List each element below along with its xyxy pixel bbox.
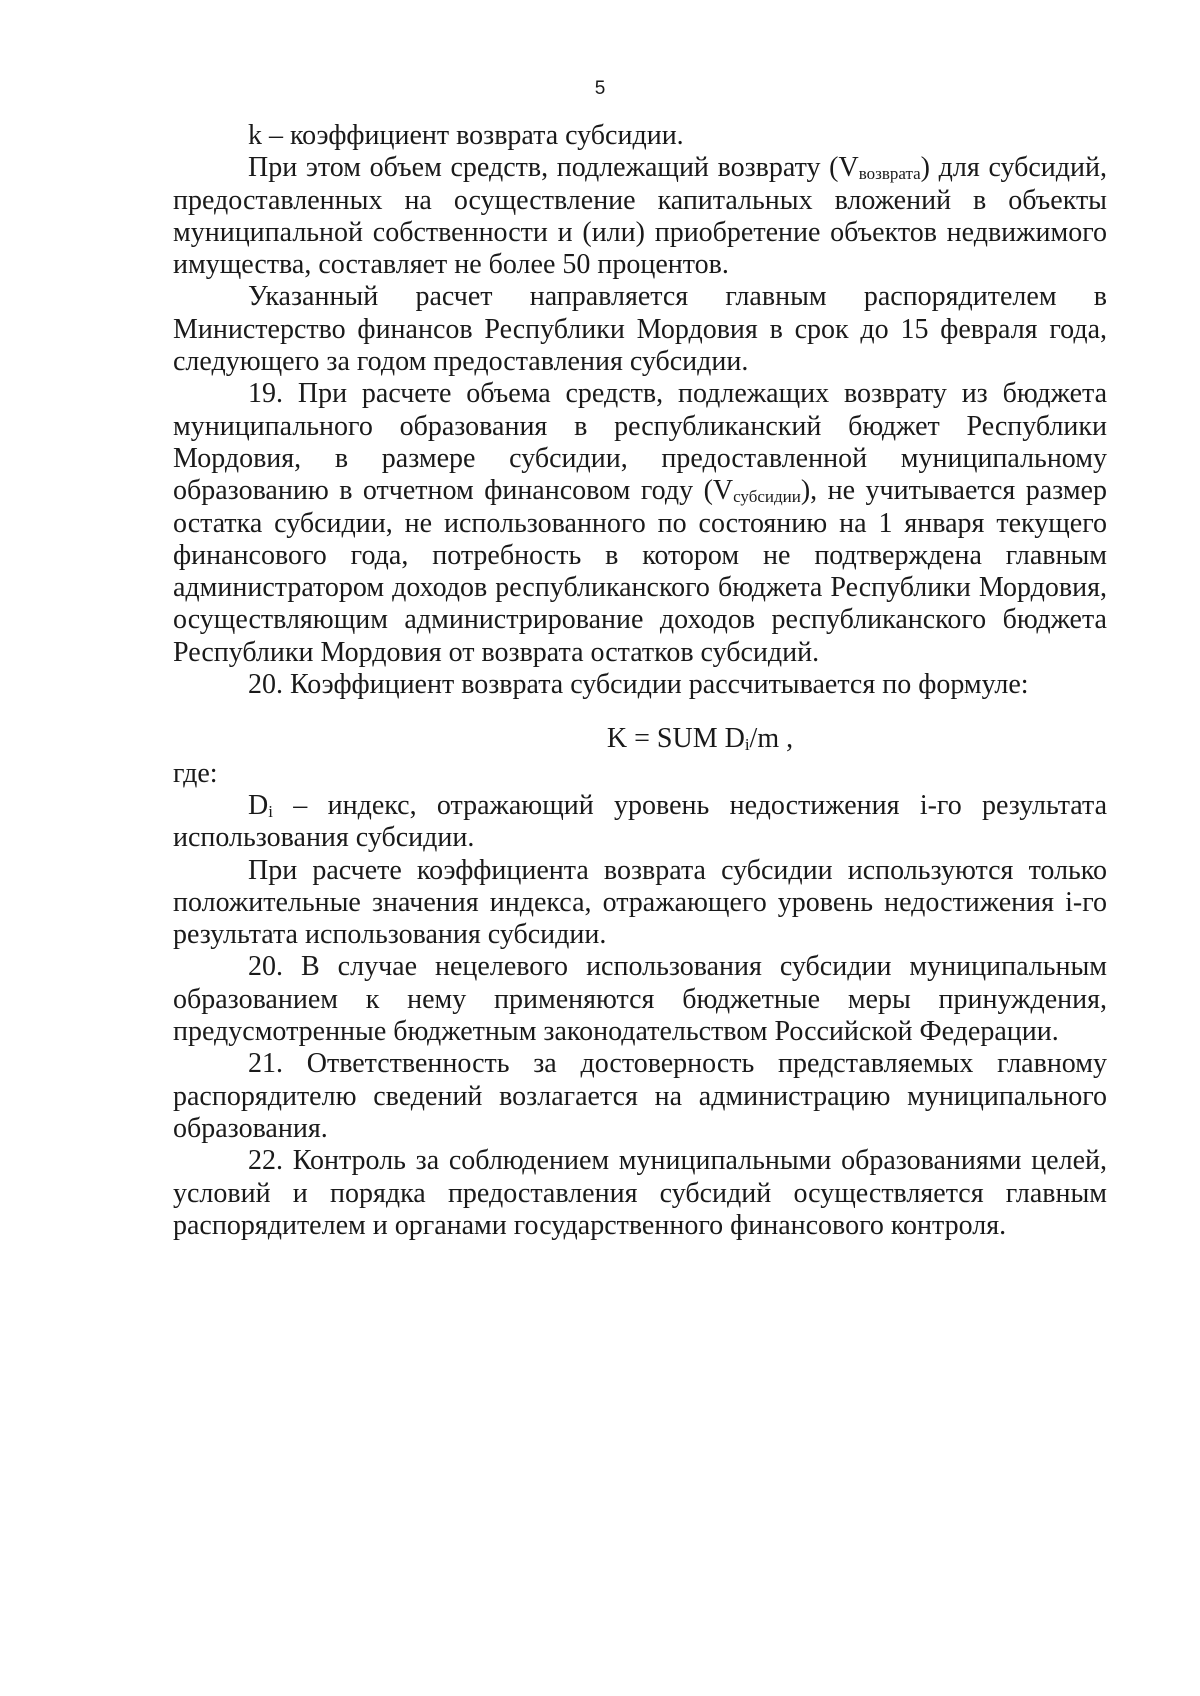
paragraph-return-volume — [173, 152, 1107, 281]
paragraph-positive-values: При расчете коэффициента возврата субсидии используются только положительные значения индекса, отражающего уровень недостижения i-го результата использования субсидии. — [173, 854, 1107, 951]
di-subscript-i: i — [268, 801, 273, 821]
paragraph-calculation-sent: Указанный расчет направляется главным распорядителем в Министерство финансов Республики Мордовия в срок до 15 февраля года, следующего за годом предоставления субсидии. — [173, 281, 1107, 378]
where-label: где: — [173, 757, 218, 789]
paragraph-20-coefficient: 20. Коэффициент возврата субсидии рассчитывается по формуле: — [248, 669, 1029, 701]
subscript-subsidii: субсидии — [733, 487, 801, 507]
subscript-vozvrata: возврата — [858, 164, 921, 184]
paragraph-19-start: 19. При расчете объема средств, подлежащих возврату из бюджета муниципального образования в республиканский бюджет Республики Мордовия, в размере субсидии, предоставленной муниципальному образованию в отчетном финансовом году (V — [173, 378, 1107, 507]
di-symbol: D — [248, 789, 269, 821]
paragraph-20-misuse: 20. В случае нецелевого использования субсидии муниципальным образованием к нему применяются бюджетные меры принуждения, предусмотренные бюджетным законодательством Российской Федерации. — [173, 951, 1107, 1048]
paragraph-19 — [173, 378, 1107, 669]
paragraph-22-control: 22. Контроль за соблюдением муниципальными образованиями целей, условий и порядка предоставления субсидий осуществляется главным распорядителем и органами государственного финансового контроля. — [173, 1145, 1107, 1241]
page-number: 5 — [594, 78, 606, 99]
paragraph-di-definition — [173, 790, 1107, 855]
paragraph-return-volume-start: При этом объем средств, подлежащий возврату (V — [248, 152, 859, 184]
paragraph-k-definition: k – коэффициент возврата субсидии. — [248, 120, 684, 151]
formula — [173, 701, 1107, 757]
formula-subscript-i: i — [744, 735, 750, 755]
paragraph-return-volume-end: ) для субсидий, предоставленных на осуществление капитальных вложений в объекты муниципальной собственности и (или) приобретение объектов недвижимого имущества, составляет не более 50 процентов. — [173, 152, 1107, 281]
formula-start: K = SUM D — [606, 723, 745, 755]
paragraph-21-responsibility: 21. Ответственность за достоверность представляемых главному распорядителю сведений возлагается на администрацию муниципального образования. — [173, 1048, 1107, 1144]
formula-end: /m , — [749, 723, 794, 755]
paragraph-19-end: ), не учитывается размер остатка субсидии, не использованного по состоянию на 1 января текущего финансового года, потребность в котором не подтверждена главным администратором доходов республиканского бюджета Республики Мордовия, осуществляющим администрирование доходов республиканского бюджета Республики Мордовия от возврата остатков субсидий. — [173, 475, 1107, 668]
di-description: – индекс, отражающий уровень недостижения i-го результата использования субсидии. — [173, 789, 1107, 854]
document-body — [173, 120, 1107, 1242]
